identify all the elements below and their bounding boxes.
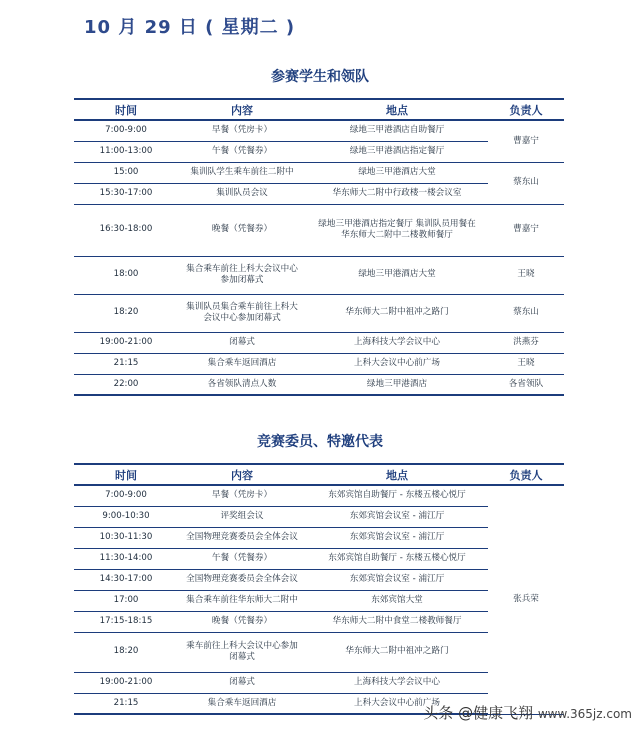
cell-place-text: 绿地三甲港酒店指定餐厅 集训队员用餐在华东师大二附中二楼教师餐厅 bbox=[318, 218, 476, 240]
cell-person: 曹嘉宁 bbox=[488, 120, 564, 162]
cell-content: 闭幕式 bbox=[178, 332, 306, 353]
cell-place: 上科大会议中心前广场 bbox=[306, 353, 488, 374]
cell-time: 22:00 bbox=[74, 374, 178, 395]
cell-time: 7:00-9:00 bbox=[74, 120, 178, 141]
cell-content: 集训队学生乘车前往二附中 bbox=[178, 162, 306, 183]
cell-time: 18:20 bbox=[74, 632, 178, 672]
cell-content: 集训队员会议 bbox=[178, 183, 306, 204]
cell-content: 午餐（凭餐券） bbox=[178, 141, 306, 162]
cell-person: 张兵荣 bbox=[488, 485, 564, 714]
table-row bbox=[74, 485, 564, 506]
cell-place: 东郊宾馆大堂 bbox=[306, 590, 488, 611]
header-person: 负责人 bbox=[488, 464, 564, 485]
cell-time: 10:30-11:30 bbox=[74, 527, 178, 548]
cell-time: 17:00 bbox=[74, 590, 178, 611]
cell-content: 全国物理竞赛委员会全体会议 bbox=[178, 527, 306, 548]
table-row bbox=[74, 162, 564, 183]
cell-content: 晚餐（凭餐券） bbox=[178, 204, 306, 256]
header-time: 时间 bbox=[74, 464, 178, 485]
cell-time: 16:30-18:00 bbox=[74, 204, 178, 256]
cell-place: 绿地三甲港酒店 bbox=[306, 374, 488, 395]
cell-place: 华东师大二附中行政楼一楼会议室 bbox=[306, 183, 488, 204]
cell-content: 集合乘车返回酒店 bbox=[178, 693, 306, 714]
cell-place bbox=[306, 204, 488, 256]
cell-time: 18:00 bbox=[74, 256, 178, 294]
cell-content: 集合乘车前往华东师大二附中 bbox=[178, 590, 306, 611]
cell-place: 华东师大二附中祖冲之路门 bbox=[306, 294, 488, 332]
cell-place: 绿地三甲港酒店大堂 bbox=[306, 162, 488, 183]
cell-content: 早餐（凭房卡） bbox=[178, 120, 306, 141]
cell-person: 各省领队 bbox=[488, 374, 564, 395]
cell-time: 19:00-21:00 bbox=[74, 332, 178, 353]
cell-content: 晚餐（凭餐券） bbox=[178, 611, 306, 632]
cell-time: 11:30-14:00 bbox=[74, 548, 178, 569]
cell-place: 上科大会议中心前广场 bbox=[306, 693, 488, 714]
cell-person: 王晓 bbox=[488, 353, 564, 374]
cell-time: 15:00 bbox=[74, 162, 178, 183]
cell-time: 18:20 bbox=[74, 294, 178, 332]
table-row bbox=[74, 256, 564, 294]
cell-content: 早餐（凭房卡） bbox=[178, 485, 306, 506]
table-header-row bbox=[74, 99, 564, 120]
watermark bbox=[423, 702, 632, 723]
cell-time: 9:00-10:30 bbox=[74, 506, 178, 527]
table-row bbox=[74, 294, 564, 332]
cell-place: 上海科技大学会议中心 bbox=[306, 672, 488, 693]
table-row bbox=[74, 204, 564, 256]
watermark-text: 头条 @健康飞翔 bbox=[423, 704, 534, 722]
cell-time: 21:15 bbox=[74, 353, 178, 374]
cell-place: 绿地三甲港酒店大堂 bbox=[306, 256, 488, 294]
header-time: 时间 bbox=[74, 99, 178, 120]
table-row bbox=[74, 120, 564, 141]
cell-place: 绿地三甲港酒店自助餐厅 bbox=[306, 120, 488, 141]
cell-time: 17:15-18:15 bbox=[74, 611, 178, 632]
cell-time: 19:00-21:00 bbox=[74, 672, 178, 693]
cell-content: 集合乘车返回酒店 bbox=[178, 353, 306, 374]
cell-content: 评奖组会议 bbox=[178, 506, 306, 527]
cell-content: 各省领队清点人数 bbox=[178, 374, 306, 395]
watermark-url: www.365jz.com bbox=[537, 707, 632, 721]
header-place: 地点 bbox=[306, 99, 488, 120]
table-row bbox=[74, 332, 564, 353]
cell-place: 华东师大二附中祖冲之路门 bbox=[306, 632, 488, 672]
cell-time: 21:15 bbox=[74, 693, 178, 714]
cell-place: 东郊宾馆会议室 - 浦江厅 bbox=[306, 569, 488, 590]
cell-person: 蔡东山 bbox=[488, 294, 564, 332]
cell-content bbox=[178, 632, 306, 672]
cell-content-text: 集训队员集合乘车前往上科大会议中心参加闭幕式 bbox=[186, 301, 298, 323]
header-content: 内容 bbox=[178, 99, 306, 120]
section-title-students: 参赛学生和领队 bbox=[271, 69, 369, 85]
cell-place: 东郊宾馆自助餐厅 - 东楼五楼心悦厅 bbox=[306, 485, 488, 506]
cell-time: 7:00-9:00 bbox=[74, 485, 178, 506]
page-date-title: 10 月 29 日 ( 星期二 ) bbox=[84, 17, 296, 38]
cell-place: 东郊宾馆会议室 - 浦江厅 bbox=[306, 527, 488, 548]
table-row bbox=[74, 374, 564, 395]
cell-time: 14:30-17:00 bbox=[74, 569, 178, 590]
cell-place: 东郊宾馆自助餐厅 - 东楼五楼心悦厅 bbox=[306, 548, 488, 569]
cell-content bbox=[178, 294, 306, 332]
cell-place: 华东师大二附中食堂二楼教师餐厅 bbox=[306, 611, 488, 632]
header-place: 地点 bbox=[306, 464, 488, 485]
cell-person: 曹嘉宁 bbox=[488, 204, 564, 256]
cell-content bbox=[178, 256, 306, 294]
cell-place: 上海科技大学会议中心 bbox=[306, 332, 488, 353]
section-title-committee: 竞赛委员、特邀代表 bbox=[257, 434, 383, 450]
header-content: 内容 bbox=[178, 464, 306, 485]
table-row bbox=[74, 353, 564, 374]
cell-time: 11:00-13:00 bbox=[74, 141, 178, 162]
cell-content-text: 乘车前往上科大会议中心参加闭幕式 bbox=[186, 640, 298, 662]
cell-person: 洪燕芬 bbox=[488, 332, 564, 353]
table-header-row bbox=[74, 464, 564, 485]
schedule-table-committee bbox=[74, 463, 564, 715]
header-person: 负责人 bbox=[488, 99, 564, 120]
cell-time: 15:30-17:00 bbox=[74, 183, 178, 204]
cell-place: 东郊宾馆会议室 - 浦江厅 bbox=[306, 506, 488, 527]
schedule-table-students bbox=[74, 98, 564, 396]
cell-content: 全国物理竞赛委员会全体会议 bbox=[178, 569, 306, 590]
cell-person: 蔡东山 bbox=[488, 162, 564, 204]
cell-content-text: 集合乘车前往上科大会议中心参加闭幕式 bbox=[186, 263, 298, 285]
cell-person: 王晓 bbox=[488, 256, 564, 294]
cell-content: 午餐（凭餐券） bbox=[178, 548, 306, 569]
cell-place: 绿地三甲港酒店指定餐厅 bbox=[306, 141, 488, 162]
cell-content: 闭幕式 bbox=[178, 672, 306, 693]
